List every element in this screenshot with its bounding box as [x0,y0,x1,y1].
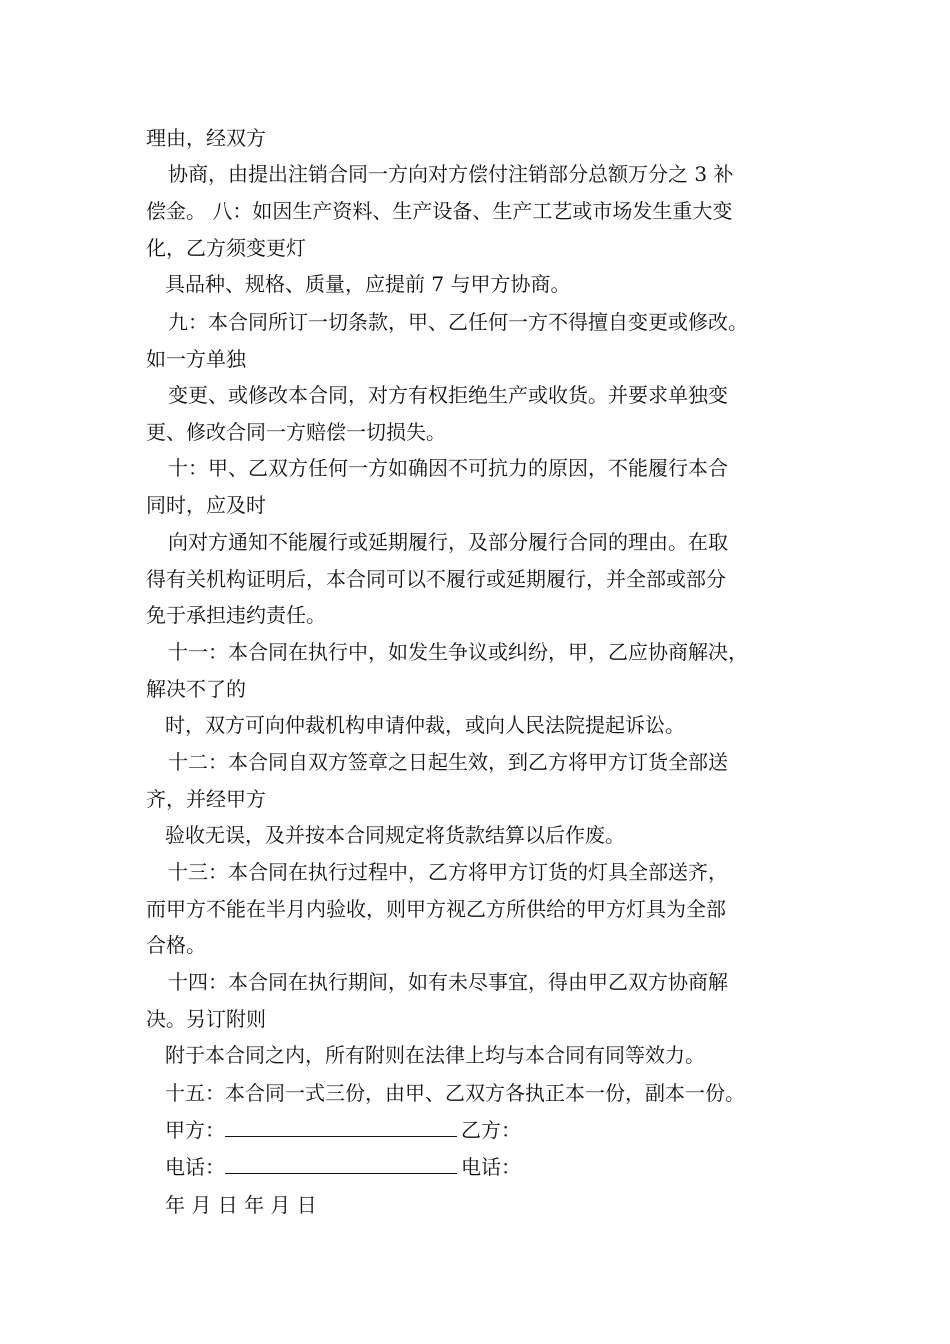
text-line: 十二：本合同自双方签章之日起生效，到乙方将甲方订货全部送 [168,750,728,774]
text-line: 得有关机构证明后，本合同可以不履行或延期履行，并全部或部分 [146,567,726,591]
text-line: 附于本合同之内，所有附则在法律上均与本合同有同等效力。 [165,1043,705,1067]
text-line: 而甲方不能在半月内验收，则甲方视乙方所供给的甲方灯具为全部 [146,897,726,921]
text-line: 十三：本合同在执行过程中，乙方将甲方订货的灯具全部送齐， [168,860,728,884]
phone-a-label: 电话： [165,1155,225,1179]
party-a-blank [225,1118,457,1137]
text-line: 变更、或修改本合同，对方有权拒绝生产或收货。并要求单独变 [168,383,728,407]
text-line: 解决不了的 [146,677,246,701]
text-line: 具品种、规格、质量，应提前 7 与甲方协商。 [165,272,571,296]
phone-signature-line [165,1155,521,1179]
text-line: 十：甲、乙双方任何一方如确因不可抗力的原因，不能履行本合 [168,456,728,480]
party-a-signature-line [165,1118,521,1142]
text-line: 向对方通知不能履行或延期履行，及部分履行合同的理由。在取 [168,530,728,554]
text-line: 决。另订附则 [146,1007,266,1031]
party-a-label: 甲方： [165,1118,225,1142]
text-line: 合格。 [146,933,206,957]
text-line: 九：本合同所订一切条款，甲、乙任何一方不得擅自变更或修改。 [168,310,748,334]
text-line: 偿金。 八：如因生产资料、生产设备、生产工艺或市场发生重大变 [146,199,733,223]
text-line: 十五：本合同一式三份，由甲、乙双方各执正本一份，副本一份。 [165,1081,745,1105]
text-line: 同时，应及时 [146,493,266,517]
phone-b-label: 电话： [461,1155,521,1179]
text-line: 验收无误，及并按本合同规定将货款结算以后作废。 [165,823,625,847]
text-line: 时，双方可向仲裁机构申请仲裁，或向人民法院提起诉讼。 [165,713,685,737]
text-line: 齐，并经甲方 [146,787,266,811]
party-b-label: 乙方： [461,1118,521,1142]
date-line: 年 月 日 年 月 日 [165,1193,317,1217]
text-line: 协商，由提出注销合同一方向对方偿付注销部分总额万分之 3 补 [168,162,734,186]
text-line: 免于承担违约责任。 [146,603,326,627]
text-line: 如一方单独 [146,347,246,371]
text-line: 更、修改合同一方赔偿一切损失。 [146,420,446,444]
phone-a-blank [225,1155,457,1174]
text-line: 十一：本合同在执行中，如发生争议或纠纷，甲，乙应协商解决， [168,640,748,664]
text-line: 理由，经双方 [146,126,266,150]
text-line: 化，乙方须变更灯 [146,236,306,260]
text-line: 十四：本合同在执行期间，如有未尽事宜，得由甲乙双方协商解 [168,970,728,994]
